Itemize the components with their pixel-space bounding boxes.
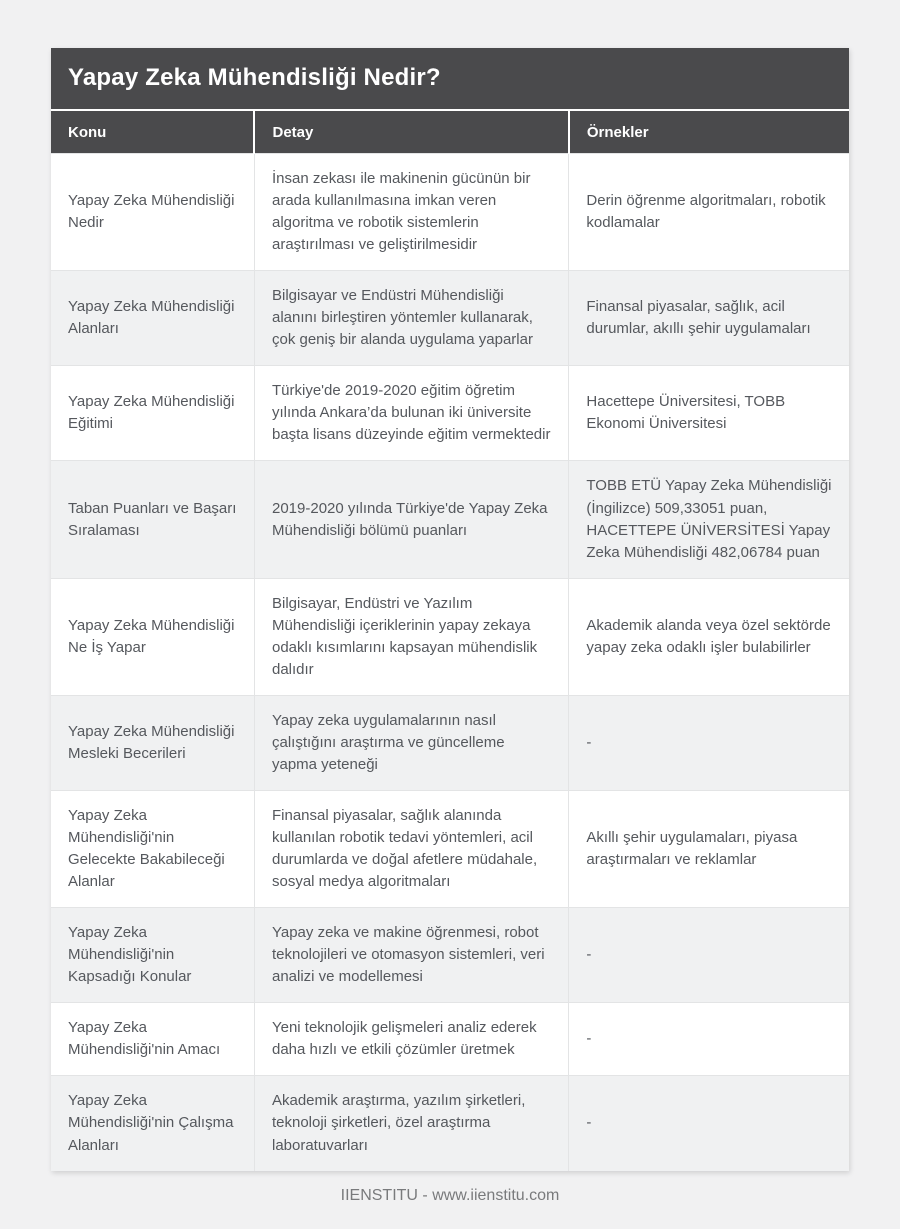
table-row xyxy=(51,366,849,461)
cell-konu: Yapay Zeka Mühendisliği'nin Amacı xyxy=(51,1003,254,1076)
cell-ornekler: Hacettepe Üniversitesi, TOBB Ekonomi Üniversitesi xyxy=(569,366,849,461)
cell-konu: Yapay Zeka Mühendisliği Alanları xyxy=(51,271,254,366)
column-header-konu: Konu xyxy=(51,111,254,154)
cell-ornekler: Akademik alanda veya özel sektörde yapay zeka odaklı işler bulabilirler xyxy=(569,578,849,695)
cell-detay: 2019-2020 yılında Türkiye'de Yapay Zeka Mühendisliği bölümü puanları xyxy=(254,461,568,578)
cell-ornekler: TOBB ETÜ Yapay Zeka Mühendisliği (İngilizce) 509,33051 puan, HACETTEPE ÜNİVERSİTESİ Yapay Zeka Mühendisliği 482,06784 puan xyxy=(569,461,849,578)
cell-konu: Yapay Zeka Mühendisliği Eğitimi xyxy=(51,366,254,461)
cell-detay: Yeni teknolojik gelişmeleri analiz ederek daha hızlı ve etkili çözümler üretmek xyxy=(254,1003,568,1076)
table-row xyxy=(51,908,849,1003)
content-card xyxy=(51,48,849,1171)
cell-ornekler: - xyxy=(569,695,849,790)
cell-detay: Bilgisayar, Endüstri ve Yazılım Mühendisliği içeriklerinin yapay zekaya odaklı kısımlarını kapsayan mühendislik dalıdır xyxy=(254,578,568,695)
column-header-ornekler: Örnekler xyxy=(569,111,849,154)
cell-detay: Yapay zeka uygulamalarının nasıl çalıştığını araştırma ve güncelleme yapma yeteneği xyxy=(254,695,568,790)
cell-ornekler: Finansal piyasalar, sağlık, acil durumlar, akıllı şehir uygulamaları xyxy=(569,271,849,366)
cell-detay: İnsan zekası ile makinenin gücünün bir arada kullanılmasına imkan veren algoritma ve robotik sistemlerin araştırılması ve geliştirilmesidir xyxy=(254,154,568,271)
cell-detay: Akademik araştırma, yazılım şirketleri, teknoloji şirketleri, özel araştırma laboratuvarları xyxy=(254,1076,568,1171)
cell-ornekler: - xyxy=(569,908,849,1003)
cell-detay: Bilgisayar ve Endüstri Mühendisliği alanını birleştiren yöntemler kullanarak, çok geniş bir alanda uygulama yaparlar xyxy=(254,271,568,366)
table-row xyxy=(51,271,849,366)
table-row xyxy=(51,790,849,907)
table-row xyxy=(51,154,849,271)
table-row xyxy=(51,578,849,695)
cell-detay: Yapay zeka ve makine öğrenmesi, robot teknolojileri ve otomasyon sistemleri, veri analizi ve modellemesi xyxy=(254,908,568,1003)
table-header-row xyxy=(51,111,849,154)
column-header-detay: Detay xyxy=(254,111,568,154)
table-row xyxy=(51,695,849,790)
cell-ornekler: - xyxy=(569,1076,849,1171)
footer-attribution: IIENSTITU - www.iienstitu.com xyxy=(340,1186,560,1204)
table-row xyxy=(51,461,849,578)
cell-konu: Yapay Zeka Mühendisliği Nedir xyxy=(51,154,254,271)
cell-konu: Yapay Zeka Mühendisliği Mesleki Becerileri xyxy=(51,695,254,790)
cell-ornekler: - xyxy=(569,1003,849,1076)
table-row xyxy=(51,1003,849,1076)
page-title: Yapay Zeka Mühendisliği Nedir? xyxy=(51,48,849,109)
cell-konu: Yapay Zeka Mühendisliği Ne İş Yapar xyxy=(51,578,254,695)
cell-detay: Türkiye'de 2019-2020 eğitim öğretim yılında Ankara’da bulunan iki üniversite başta lisans düzeyinde eğitim vermektedir xyxy=(254,366,568,461)
cell-detay: Finansal piyasalar, sağlık alanında kullanılan robotik tedavi yöntemleri, acil durumlarda ve doğal afetlere müdahale, sosyal medya algoritmaları xyxy=(254,790,568,907)
table-row xyxy=(51,1076,849,1171)
cell-konu: Yapay Zeka Mühendisliği'nin Kapsadığı Konular xyxy=(51,908,254,1003)
cell-konu: Taban Puanları ve Başarı Sıralaması xyxy=(51,461,254,578)
cell-konu: Yapay Zeka Mühendisliği'nin Gelecekte Bakabileceği Alanlar xyxy=(51,790,254,907)
info-table xyxy=(51,111,849,1171)
cell-konu: Yapay Zeka Mühendisliği'nin Çalışma Alanları xyxy=(51,1076,254,1171)
cell-ornekler: Derin öğrenme algoritmaları, robotik kodlamalar xyxy=(569,154,849,271)
cell-ornekler: Akıllı şehir uygulamaları, piyasa araştırmaları ve reklamlar xyxy=(569,790,849,907)
